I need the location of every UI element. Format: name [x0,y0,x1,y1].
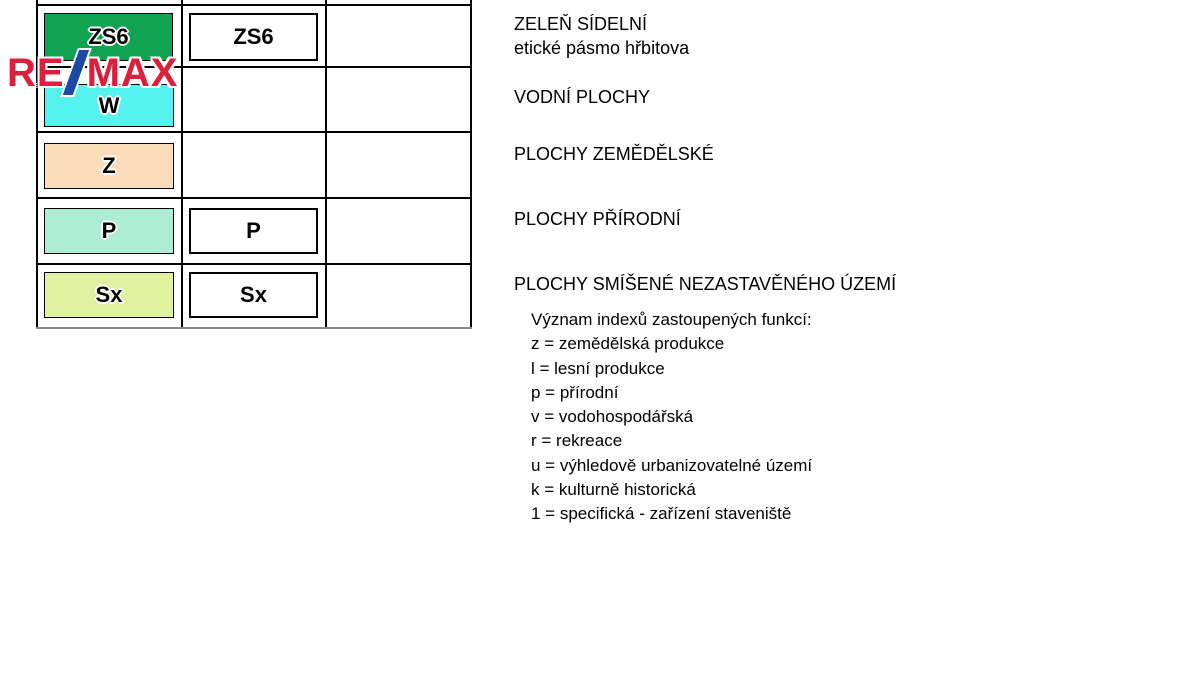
index-note [531,308,812,527]
swatch-z-solid [44,143,174,189]
index-note-item: z = zemědělská produkce [531,334,725,354]
table-gridline-vertical [325,0,327,329]
table-gridline-horizontal [36,4,472,6]
swatch-sx-solid [44,272,174,318]
index-note-item: l = lesní produkce [531,358,665,378]
index-note-item: p = přírodní [531,382,619,402]
index-note-item: k = kulturně historická [531,480,696,500]
swatch-code-label: Sx [95,282,123,307]
legend-title-zelen-sidelni: ZELEŇ SÍDELNÍ [514,14,648,34]
table-gridline-vertical [181,0,183,329]
swatch-p-solid [44,208,174,254]
table-gridline-horizontal-bottom [36,327,472,329]
swatch-code-label: P [101,218,117,243]
table-gridline-horizontal [36,197,472,199]
swatch-code-label: P [246,218,261,243]
index-note-item: u = výhledově urbanizovatelné území [531,455,813,475]
swatch-code-label: Z [102,153,116,178]
index-note-title: Význam indexů zastoupených funkcí: [531,310,812,329]
swatch-sx-hatched [189,272,318,318]
swatch-code-label: Sx [240,282,267,307]
legend-title-plochy-prirodni: PLOCHY PŘÍRODNÍ [514,209,681,229]
swatch-code-label: W [98,92,120,118]
swatch-zs6-hatched [189,13,318,61]
remax-logo-re: RE [7,51,65,95]
index-note-item: 1 = specifická - zařízení staveniště [531,504,792,524]
index-note-item: r = rekreace [531,431,623,451]
index-note-item: v = vodohospodářská [531,407,694,427]
swatch-code-label: ZS6 [88,24,129,49]
table-gridline-vertical [470,0,472,329]
legend-subtitle-eticke-pasmo: etické pásmo hřbitova [514,38,690,58]
swatch-p-hatched [189,208,318,254]
table-gridline-horizontal [36,131,472,133]
legend-title-plochy-zemedelske: PLOCHY ZEMĚDĚLSKÉ [514,144,714,164]
legend-title-plochy-smisene: PLOCHY SMÍŠENÉ NEZASTAVĚNÉHO ÚZEMÍ [514,274,897,294]
remax-logo [7,50,178,96]
table-gridline-horizontal [36,263,472,265]
legend-title-vodni-plochy: VODNÍ PLOCHY [514,87,651,107]
remax-slash-icon [62,50,88,95]
remax-logo-max: MAX [86,51,179,95]
swatch-code-label: ZS6 [233,24,274,49]
